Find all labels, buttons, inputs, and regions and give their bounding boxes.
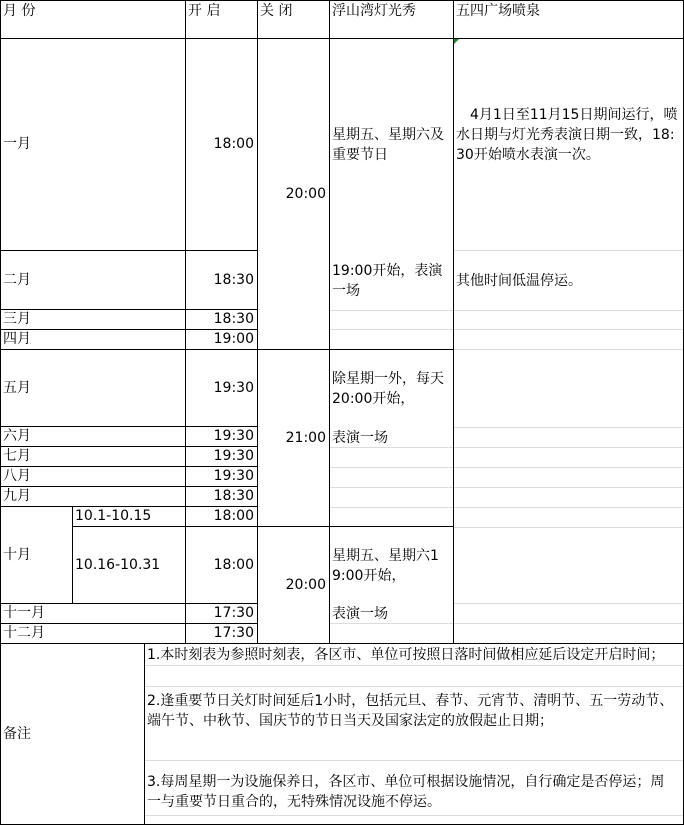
- notes-block: [145, 644, 684, 825]
- fushan-summer-show: 表演一场: [332, 430, 388, 446]
- open-time-jun: 19:30: [186, 427, 258, 447]
- header-open: 开 启: [186, 0, 258, 39]
- open-time-feb: 18:30: [186, 251, 258, 310]
- header-month: 月 份: [0, 0, 186, 39]
- month-may: 五月: [0, 350, 186, 427]
- fushan-winter-days: 星期五、星期六及重要节日: [332, 127, 444, 163]
- fushan-autumn-block: [330, 527, 454, 644]
- close-time-winter: 20:00: [258, 39, 330, 350]
- open-time-mar: 18:30: [186, 310, 258, 330]
- note-2: 2.逢重要节日关灯时间延后1小时，包括元旦、春节、元宵节、清明节、五一劳动节、端午节、中秋节、国庆节的节日当天及国家法定的放假起止日期；: [147, 693, 674, 729]
- month-apr: 四月: [0, 330, 186, 350]
- month-oct: 十月: [0, 507, 73, 604]
- fushan-autumn-days: 星期五、星期六19:00开始，: [332, 548, 439, 584]
- open-time-oct-second-half: 18:00: [186, 527, 258, 604]
- note-1: 1.本时刻表为参照时刻表，各区市、单位可按照日落时间做相应延后设定开启时间；: [147, 647, 665, 663]
- month-oct-first-half: 10.1-10.15: [73, 507, 186, 527]
- notes-label: 备注: [0, 644, 145, 825]
- fushan-summer-block: [330, 350, 454, 527]
- open-time-oct-first-half: 18:00: [186, 507, 258, 527]
- fushan-autumn-show: 表演一场: [332, 606, 388, 622]
- wusi-fountain-offseason: 其他时间低温停运。: [456, 273, 582, 289]
- month-sep: 九月: [0, 487, 186, 507]
- open-time-nov: 17:30: [186, 604, 258, 624]
- month-jan: 一月: [0, 39, 186, 251]
- header-wusi-fountain: 五四广场喷泉: [454, 0, 684, 39]
- close-time-summer: 21:00: [258, 350, 330, 527]
- open-time-apr: 19:00: [186, 330, 258, 350]
- fushan-winter-block: [330, 39, 454, 350]
- month-aug: 八月: [0, 467, 186, 487]
- open-time-jul: 19:30: [186, 447, 258, 467]
- open-time-jan: 18:00: [186, 39, 258, 251]
- cell-comment-marker: [454, 39, 459, 44]
- month-dec: 十二月: [0, 624, 186, 644]
- fushan-winter-start: 19:00开始，表演一场: [332, 263, 443, 299]
- fushan-summer-days: 除星期一外，每天20:00开始，: [332, 371, 444, 407]
- month-oct-second-half: 10.16-10.31: [73, 527, 186, 604]
- month-feb: 二月: [0, 251, 186, 310]
- month-jul: 七月: [0, 447, 186, 467]
- open-time-sep: 18:30: [186, 487, 258, 507]
- header-fushan-light-show: 浮山湾灯光秀: [330, 0, 454, 39]
- open-time-may: 19:30: [186, 350, 258, 427]
- wusi-fountain-block: [454, 39, 684, 644]
- header-close: 关 闭: [258, 0, 330, 39]
- open-time-aug: 19:30: [186, 467, 258, 487]
- note-3: 3.每周星期一为设施保养日，各区市、单位可根据设施情况，自行确定是否停运；周一与重要节日重合的，无特殊情况设施不停运。: [147, 774, 665, 810]
- month-mar: 三月: [0, 310, 186, 330]
- wusi-fountain-season: 4月1日至11月15日期间运行，喷水日期与灯光秀表演日期一致，18:30开始喷水表演一次。: [456, 107, 678, 163]
- month-jun: 六月: [0, 427, 186, 447]
- close-time-autumn: 20:00: [258, 527, 330, 644]
- month-nov: 十一月: [0, 604, 186, 624]
- open-time-dec: 17:30: [186, 624, 258, 644]
